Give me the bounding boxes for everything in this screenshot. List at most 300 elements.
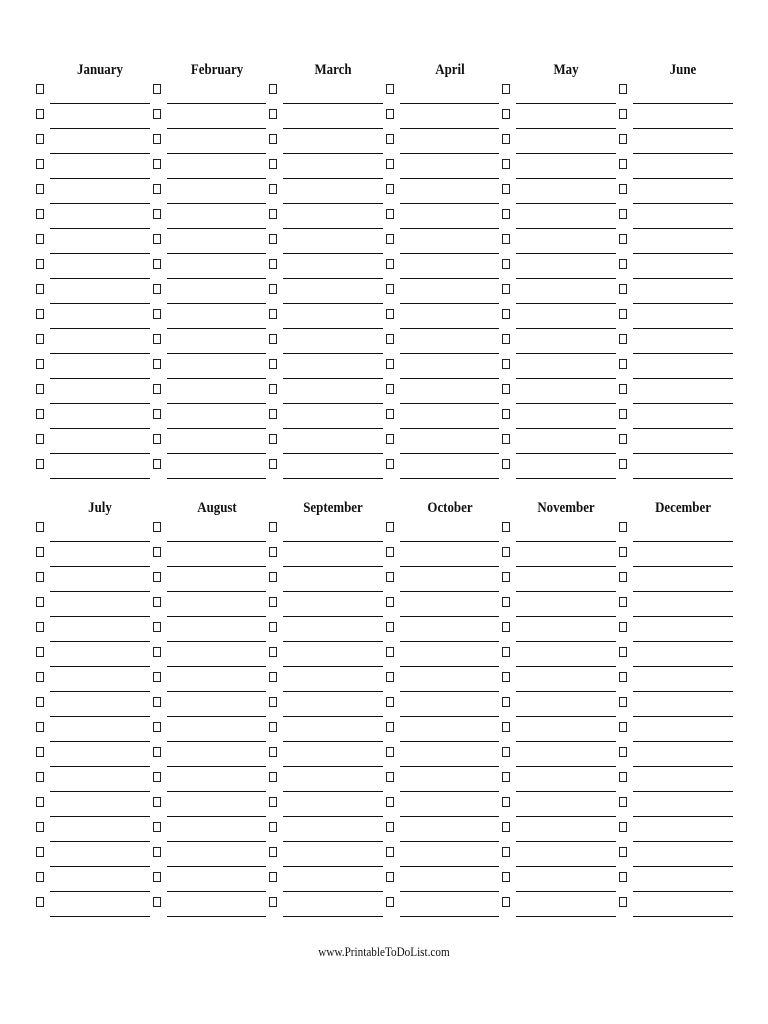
- write-line[interactable]: [167, 353, 267, 354]
- write-line[interactable]: [633, 716, 733, 717]
- checkbox[interactable]: [36, 309, 44, 319]
- write-line[interactable]: [516, 841, 616, 842]
- checkbox[interactable]: [153, 234, 161, 244]
- write-line[interactable]: [50, 103, 150, 104]
- write-line[interactable]: [400, 403, 500, 404]
- checkbox[interactable]: [269, 109, 277, 119]
- checkbox[interactable]: [386, 84, 394, 94]
- write-line[interactable]: [633, 453, 733, 454]
- write-line[interactable]: [50, 328, 150, 329]
- checkbox[interactable]: [502, 359, 510, 369]
- write-line[interactable]: [400, 378, 500, 379]
- checkbox[interactable]: [36, 822, 44, 832]
- checkbox[interactable]: [36, 697, 44, 707]
- checkbox[interactable]: [619, 109, 627, 119]
- write-line[interactable]: [516, 378, 616, 379]
- checkbox[interactable]: [619, 259, 627, 269]
- checkbox[interactable]: [269, 822, 277, 832]
- checkbox[interactable]: [269, 259, 277, 269]
- checkbox[interactable]: [619, 234, 627, 244]
- checkbox[interactable]: [36, 672, 44, 682]
- checkbox[interactable]: [269, 309, 277, 319]
- write-line[interactable]: [633, 103, 733, 104]
- write-line[interactable]: [400, 478, 500, 479]
- checkbox[interactable]: [153, 409, 161, 419]
- write-line[interactable]: [283, 616, 383, 617]
- write-line[interactable]: [516, 891, 616, 892]
- checkbox[interactable]: [386, 384, 394, 394]
- write-line[interactable]: [633, 253, 733, 254]
- checkbox[interactable]: [153, 359, 161, 369]
- checkbox[interactable]: [502, 672, 510, 682]
- checkbox[interactable]: [386, 134, 394, 144]
- write-line[interactable]: [633, 153, 733, 154]
- write-line[interactable]: [283, 666, 383, 667]
- checkbox[interactable]: [502, 109, 510, 119]
- checkbox[interactable]: [386, 597, 394, 607]
- checkbox[interactable]: [269, 597, 277, 607]
- write-line[interactable]: [516, 541, 616, 542]
- checkbox[interactable]: [386, 897, 394, 907]
- checkbox[interactable]: [269, 672, 277, 682]
- write-line[interactable]: [167, 891, 267, 892]
- checkbox[interactable]: [269, 647, 277, 657]
- checkbox[interactable]: [502, 572, 510, 582]
- checkbox[interactable]: [386, 747, 394, 757]
- checkbox[interactable]: [269, 234, 277, 244]
- checkbox[interactable]: [153, 572, 161, 582]
- checkbox[interactable]: [386, 697, 394, 707]
- write-line[interactable]: [283, 378, 383, 379]
- write-line[interactable]: [516, 591, 616, 592]
- write-line[interactable]: [167, 591, 267, 592]
- write-line[interactable]: [633, 478, 733, 479]
- write-line[interactable]: [50, 566, 150, 567]
- checkbox[interactable]: [153, 209, 161, 219]
- checkbox[interactable]: [386, 359, 394, 369]
- write-line[interactable]: [633, 816, 733, 817]
- checkbox[interactable]: [269, 572, 277, 582]
- checkbox[interactable]: [153, 847, 161, 857]
- checkbox[interactable]: [153, 334, 161, 344]
- write-line[interactable]: [283, 716, 383, 717]
- write-line[interactable]: [50, 403, 150, 404]
- write-line[interactable]: [400, 916, 500, 917]
- checkbox[interactable]: [386, 109, 394, 119]
- checkbox[interactable]: [153, 747, 161, 757]
- checkbox[interactable]: [386, 159, 394, 169]
- checkbox[interactable]: [153, 547, 161, 557]
- write-line[interactable]: [50, 691, 150, 692]
- write-line[interactable]: [283, 591, 383, 592]
- checkbox[interactable]: [619, 772, 627, 782]
- checkbox[interactable]: [269, 622, 277, 632]
- checkbox[interactable]: [153, 672, 161, 682]
- write-line[interactable]: [167, 916, 267, 917]
- write-line[interactable]: [400, 666, 500, 667]
- write-line[interactable]: [50, 891, 150, 892]
- checkbox[interactable]: [269, 434, 277, 444]
- checkbox[interactable]: [502, 334, 510, 344]
- checkbox[interactable]: [269, 84, 277, 94]
- write-line[interactable]: [167, 816, 267, 817]
- write-line[interactable]: [50, 741, 150, 742]
- write-line[interactable]: [633, 891, 733, 892]
- write-line[interactable]: [50, 541, 150, 542]
- checkbox[interactable]: [619, 434, 627, 444]
- checkbox[interactable]: [36, 797, 44, 807]
- write-line[interactable]: [400, 541, 500, 542]
- checkbox[interactable]: [502, 647, 510, 657]
- checkbox[interactable]: [502, 159, 510, 169]
- checkbox[interactable]: [153, 384, 161, 394]
- checkbox[interactable]: [502, 697, 510, 707]
- write-line[interactable]: [283, 203, 383, 204]
- checkbox[interactable]: [386, 572, 394, 582]
- write-line[interactable]: [633, 403, 733, 404]
- checkbox[interactable]: [502, 309, 510, 319]
- checkbox[interactable]: [502, 284, 510, 294]
- checkbox[interactable]: [619, 134, 627, 144]
- checkbox[interactable]: [386, 234, 394, 244]
- write-line[interactable]: [633, 841, 733, 842]
- checkbox[interactable]: [153, 797, 161, 807]
- checkbox[interactable]: [36, 747, 44, 757]
- write-line[interactable]: [50, 916, 150, 917]
- checkbox[interactable]: [386, 434, 394, 444]
- write-line[interactable]: [516, 403, 616, 404]
- write-line[interactable]: [167, 841, 267, 842]
- checkbox[interactable]: [386, 459, 394, 469]
- write-line[interactable]: [633, 741, 733, 742]
- checkbox[interactable]: [386, 284, 394, 294]
- write-line[interactable]: [516, 203, 616, 204]
- write-line[interactable]: [283, 328, 383, 329]
- footer-website[interactable]: www.PrintableToDoList.com: [318, 944, 450, 959]
- write-line[interactable]: [167, 303, 267, 304]
- write-line[interactable]: [633, 203, 733, 204]
- write-line[interactable]: [283, 691, 383, 692]
- checkbox[interactable]: [619, 822, 627, 832]
- write-line[interactable]: [50, 278, 150, 279]
- write-line[interactable]: [633, 666, 733, 667]
- write-line[interactable]: [633, 566, 733, 567]
- checkbox[interactable]: [36, 384, 44, 394]
- write-line[interactable]: [283, 303, 383, 304]
- write-line[interactable]: [50, 353, 150, 354]
- checkbox[interactable]: [153, 697, 161, 707]
- checkbox[interactable]: [269, 134, 277, 144]
- write-line[interactable]: [400, 691, 500, 692]
- write-line[interactable]: [633, 866, 733, 867]
- checkbox[interactable]: [619, 572, 627, 582]
- checkbox[interactable]: [36, 284, 44, 294]
- checkbox[interactable]: [153, 822, 161, 832]
- checkbox[interactable]: [619, 334, 627, 344]
- checkbox[interactable]: [36, 622, 44, 632]
- write-line[interactable]: [283, 478, 383, 479]
- checkbox[interactable]: [386, 622, 394, 632]
- write-line[interactable]: [50, 716, 150, 717]
- checkbox[interactable]: [36, 184, 44, 194]
- write-line[interactable]: [400, 791, 500, 792]
- checkbox[interactable]: [153, 309, 161, 319]
- write-line[interactable]: [50, 591, 150, 592]
- write-line[interactable]: [516, 741, 616, 742]
- write-line[interactable]: [516, 178, 616, 179]
- write-line[interactable]: [633, 378, 733, 379]
- checkbox[interactable]: [502, 772, 510, 782]
- write-line[interactable]: [283, 428, 383, 429]
- write-line[interactable]: [283, 228, 383, 229]
- write-line[interactable]: [167, 403, 267, 404]
- write-line[interactable]: [633, 353, 733, 354]
- write-line[interactable]: [283, 178, 383, 179]
- write-line[interactable]: [50, 128, 150, 129]
- write-line[interactable]: [400, 353, 500, 354]
- checkbox[interactable]: [36, 234, 44, 244]
- checkbox[interactable]: [502, 897, 510, 907]
- checkbox[interactable]: [619, 184, 627, 194]
- checkbox[interactable]: [269, 547, 277, 557]
- checkbox[interactable]: [502, 209, 510, 219]
- checkbox[interactable]: [153, 897, 161, 907]
- write-line[interactable]: [50, 228, 150, 229]
- checkbox[interactable]: [619, 647, 627, 657]
- write-line[interactable]: [283, 278, 383, 279]
- checkbox[interactable]: [36, 259, 44, 269]
- checkbox[interactable]: [619, 409, 627, 419]
- write-line[interactable]: [400, 453, 500, 454]
- checkbox[interactable]: [502, 459, 510, 469]
- checkbox[interactable]: [619, 872, 627, 882]
- write-line[interactable]: [283, 103, 383, 104]
- checkbox[interactable]: [619, 747, 627, 757]
- checkbox[interactable]: [386, 797, 394, 807]
- write-line[interactable]: [167, 178, 267, 179]
- write-line[interactable]: [167, 691, 267, 692]
- write-line[interactable]: [167, 566, 267, 567]
- checkbox[interactable]: [386, 334, 394, 344]
- checkbox[interactable]: [502, 622, 510, 632]
- checkbox[interactable]: [619, 309, 627, 319]
- checkbox[interactable]: [619, 359, 627, 369]
- checkbox[interactable]: [269, 334, 277, 344]
- checkbox[interactable]: [386, 722, 394, 732]
- checkbox[interactable]: [502, 134, 510, 144]
- checkbox[interactable]: [153, 647, 161, 657]
- write-line[interactable]: [283, 791, 383, 792]
- checkbox[interactable]: [153, 722, 161, 732]
- write-line[interactable]: [50, 453, 150, 454]
- checkbox[interactable]: [36, 409, 44, 419]
- write-line[interactable]: [633, 766, 733, 767]
- checkbox[interactable]: [153, 109, 161, 119]
- checkbox[interactable]: [502, 822, 510, 832]
- write-line[interactable]: [516, 616, 616, 617]
- write-line[interactable]: [400, 253, 500, 254]
- checkbox[interactable]: [153, 184, 161, 194]
- write-line[interactable]: [167, 791, 267, 792]
- write-line[interactable]: [283, 403, 383, 404]
- write-line[interactable]: [167, 866, 267, 867]
- write-line[interactable]: [50, 816, 150, 817]
- checkbox[interactable]: [153, 597, 161, 607]
- write-line[interactable]: [50, 253, 150, 254]
- write-line[interactable]: [516, 228, 616, 229]
- write-line[interactable]: [167, 128, 267, 129]
- write-line[interactable]: [283, 816, 383, 817]
- checkbox[interactable]: [386, 184, 394, 194]
- checkbox[interactable]: [619, 159, 627, 169]
- write-line[interactable]: [400, 128, 500, 129]
- checkbox[interactable]: [269, 159, 277, 169]
- write-line[interactable]: [516, 691, 616, 692]
- write-line[interactable]: [633, 128, 733, 129]
- write-line[interactable]: [400, 891, 500, 892]
- write-line[interactable]: [516, 866, 616, 867]
- checkbox[interactable]: [502, 747, 510, 757]
- write-line[interactable]: [400, 328, 500, 329]
- checkbox[interactable]: [502, 847, 510, 857]
- write-line[interactable]: [516, 791, 616, 792]
- write-line[interactable]: [283, 453, 383, 454]
- checkbox[interactable]: [36, 722, 44, 732]
- checkbox[interactable]: [269, 847, 277, 857]
- write-line[interactable]: [400, 866, 500, 867]
- checkbox[interactable]: [269, 897, 277, 907]
- write-line[interactable]: [167, 228, 267, 229]
- write-line[interactable]: [50, 153, 150, 154]
- write-line[interactable]: [516, 428, 616, 429]
- checkbox[interactable]: [36, 159, 44, 169]
- write-line[interactable]: [633, 303, 733, 304]
- write-line[interactable]: [633, 691, 733, 692]
- write-line[interactable]: [50, 866, 150, 867]
- write-line[interactable]: [50, 378, 150, 379]
- write-line[interactable]: [400, 766, 500, 767]
- write-line[interactable]: [167, 328, 267, 329]
- write-line[interactable]: [633, 591, 733, 592]
- write-line[interactable]: [50, 303, 150, 304]
- checkbox[interactable]: [36, 647, 44, 657]
- checkbox[interactable]: [619, 459, 627, 469]
- write-line[interactable]: [400, 153, 500, 154]
- write-line[interactable]: [167, 741, 267, 742]
- checkbox[interactable]: [36, 847, 44, 857]
- checkbox[interactable]: [269, 772, 277, 782]
- checkbox[interactable]: [153, 772, 161, 782]
- write-line[interactable]: [283, 253, 383, 254]
- write-line[interactable]: [50, 616, 150, 617]
- write-line[interactable]: [633, 278, 733, 279]
- write-line[interactable]: [633, 791, 733, 792]
- checkbox[interactable]: [269, 797, 277, 807]
- write-line[interactable]: [167, 641, 267, 642]
- checkbox[interactable]: [269, 409, 277, 419]
- checkbox[interactable]: [386, 209, 394, 219]
- write-line[interactable]: [400, 303, 500, 304]
- write-line[interactable]: [516, 453, 616, 454]
- checkbox[interactable]: [269, 872, 277, 882]
- checkbox[interactable]: [36, 597, 44, 607]
- checkbox[interactable]: [502, 597, 510, 607]
- checkbox[interactable]: [36, 334, 44, 344]
- write-line[interactable]: [50, 666, 150, 667]
- checkbox[interactable]: [619, 597, 627, 607]
- write-line[interactable]: [167, 103, 267, 104]
- checkbox[interactable]: [386, 772, 394, 782]
- write-line[interactable]: [283, 866, 383, 867]
- write-line[interactable]: [400, 716, 500, 717]
- checkbox[interactable]: [269, 697, 277, 707]
- write-line[interactable]: [50, 641, 150, 642]
- write-line[interactable]: [283, 891, 383, 892]
- checkbox[interactable]: [153, 284, 161, 294]
- write-line[interactable]: [283, 741, 383, 742]
- checkbox[interactable]: [153, 84, 161, 94]
- checkbox[interactable]: [36, 547, 44, 557]
- checkbox[interactable]: [619, 384, 627, 394]
- write-line[interactable]: [283, 916, 383, 917]
- write-line[interactable]: [516, 353, 616, 354]
- checkbox[interactable]: [386, 409, 394, 419]
- write-line[interactable]: [283, 641, 383, 642]
- write-line[interactable]: [633, 178, 733, 179]
- checkbox[interactable]: [386, 822, 394, 832]
- write-line[interactable]: [400, 741, 500, 742]
- write-line[interactable]: [400, 591, 500, 592]
- checkbox[interactable]: [153, 522, 161, 532]
- write-line[interactable]: [167, 428, 267, 429]
- checkbox[interactable]: [502, 872, 510, 882]
- checkbox[interactable]: [153, 434, 161, 444]
- write-line[interactable]: [50, 203, 150, 204]
- checkbox[interactable]: [502, 547, 510, 557]
- write-line[interactable]: [516, 128, 616, 129]
- write-line[interactable]: [516, 716, 616, 717]
- checkbox[interactable]: [36, 897, 44, 907]
- write-line[interactable]: [400, 816, 500, 817]
- write-line[interactable]: [167, 153, 267, 154]
- write-line[interactable]: [283, 353, 383, 354]
- checkbox[interactable]: [36, 772, 44, 782]
- write-line[interactable]: [633, 541, 733, 542]
- write-line[interactable]: [283, 541, 383, 542]
- write-line[interactable]: [400, 616, 500, 617]
- checkbox[interactable]: [386, 547, 394, 557]
- write-line[interactable]: [400, 841, 500, 842]
- checkbox[interactable]: [502, 184, 510, 194]
- write-line[interactable]: [50, 428, 150, 429]
- checkbox[interactable]: [153, 872, 161, 882]
- checkbox[interactable]: [269, 747, 277, 757]
- checkbox[interactable]: [269, 209, 277, 219]
- write-line[interactable]: [167, 278, 267, 279]
- checkbox[interactable]: [619, 897, 627, 907]
- checkbox[interactable]: [619, 622, 627, 632]
- write-line[interactable]: [50, 766, 150, 767]
- checkbox[interactable]: [269, 284, 277, 294]
- write-line[interactable]: [400, 278, 500, 279]
- checkbox[interactable]: [269, 722, 277, 732]
- write-line[interactable]: [516, 766, 616, 767]
- write-line[interactable]: [633, 916, 733, 917]
- checkbox[interactable]: [36, 134, 44, 144]
- checkbox[interactable]: [619, 697, 627, 707]
- checkbox[interactable]: [502, 409, 510, 419]
- checkbox[interactable]: [619, 847, 627, 857]
